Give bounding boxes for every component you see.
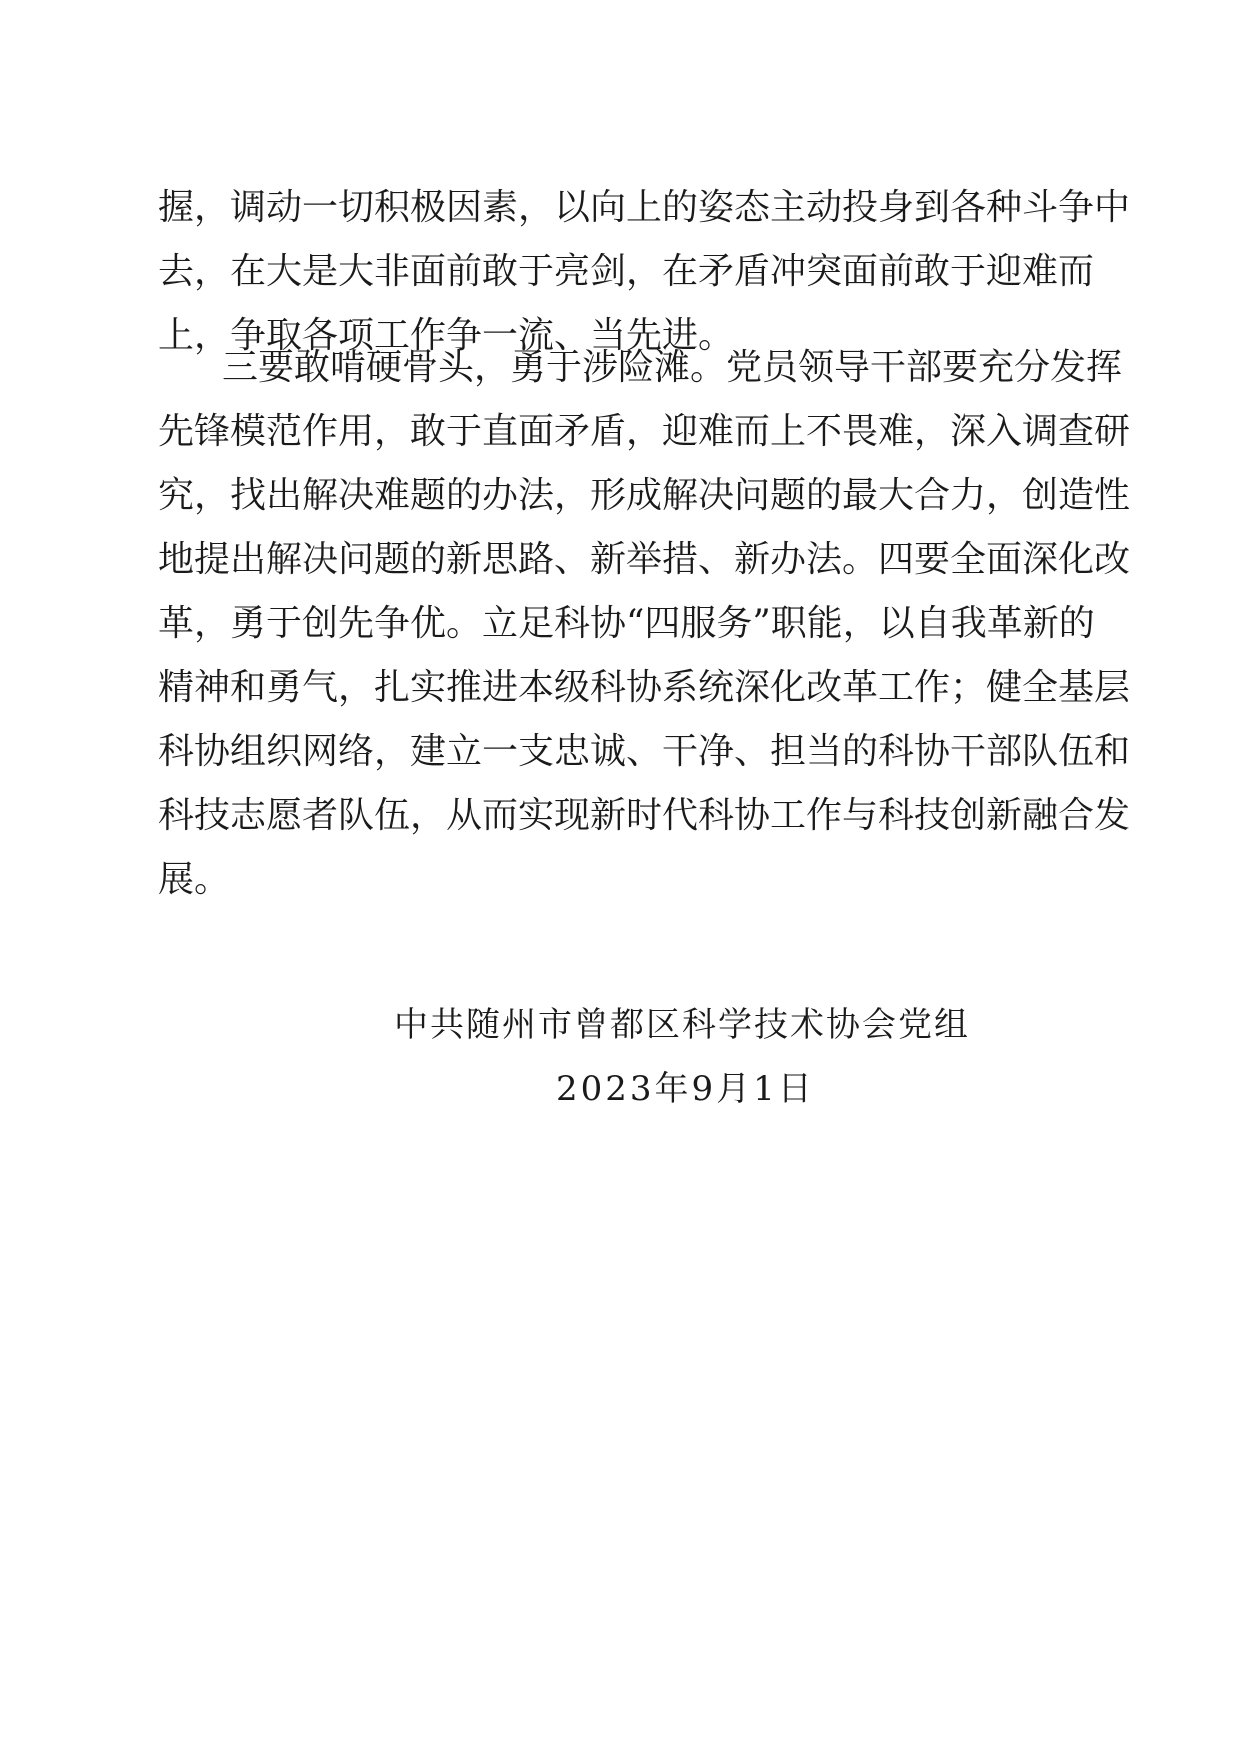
body-line: 握，调动一切积极因素，以向上的姿态主动投身到各种斗争中	[158, 187, 1131, 228]
body-line-indented: 三要敢啃硬骨头，勇于涉险滩。党员领导干部要充分发挥	[222, 347, 1123, 388]
body-line: 精神和勇气，扎实推进本级科协系统深化改革工作；健全基层	[158, 667, 1131, 708]
body-line: 科技志愿者队伍，从而实现新时代科协工作与科技创新融合发	[158, 795, 1131, 836]
signature-organization: 中共随州市曾都区科学技术协会党组	[394, 1005, 970, 1045]
paragraph-two	[158, 336, 1131, 912]
body-line: 地提出解决问题的新思路、新举措、新办法。四要全面深化改	[158, 539, 1131, 580]
body-line: 究，找出解决难题的办法，形成解决问题的最大合力，创造性	[158, 475, 1131, 516]
body-line: 革，勇于创先争优。立足科协“四服务”职能，以自我革新的	[158, 603, 1095, 644]
body-line: 上，争取各项工作争一流、当先进。	[158, 315, 735, 356]
signature-date: 2023年9月1日	[556, 1069, 815, 1109]
body-line: 科协组织网络，建立一支忠诚、干净、担当的科协干部队伍和	[158, 731, 1131, 772]
body-line: 先锋模范作用，敢于直面矛盾，迎难而上不畏难，深入调查研	[158, 411, 1131, 452]
body-line: 去，在大是大非面前敢于亮剑，在矛盾冲突面前敢于迎难而	[158, 251, 1095, 292]
body-line: 展。	[158, 859, 231, 900]
